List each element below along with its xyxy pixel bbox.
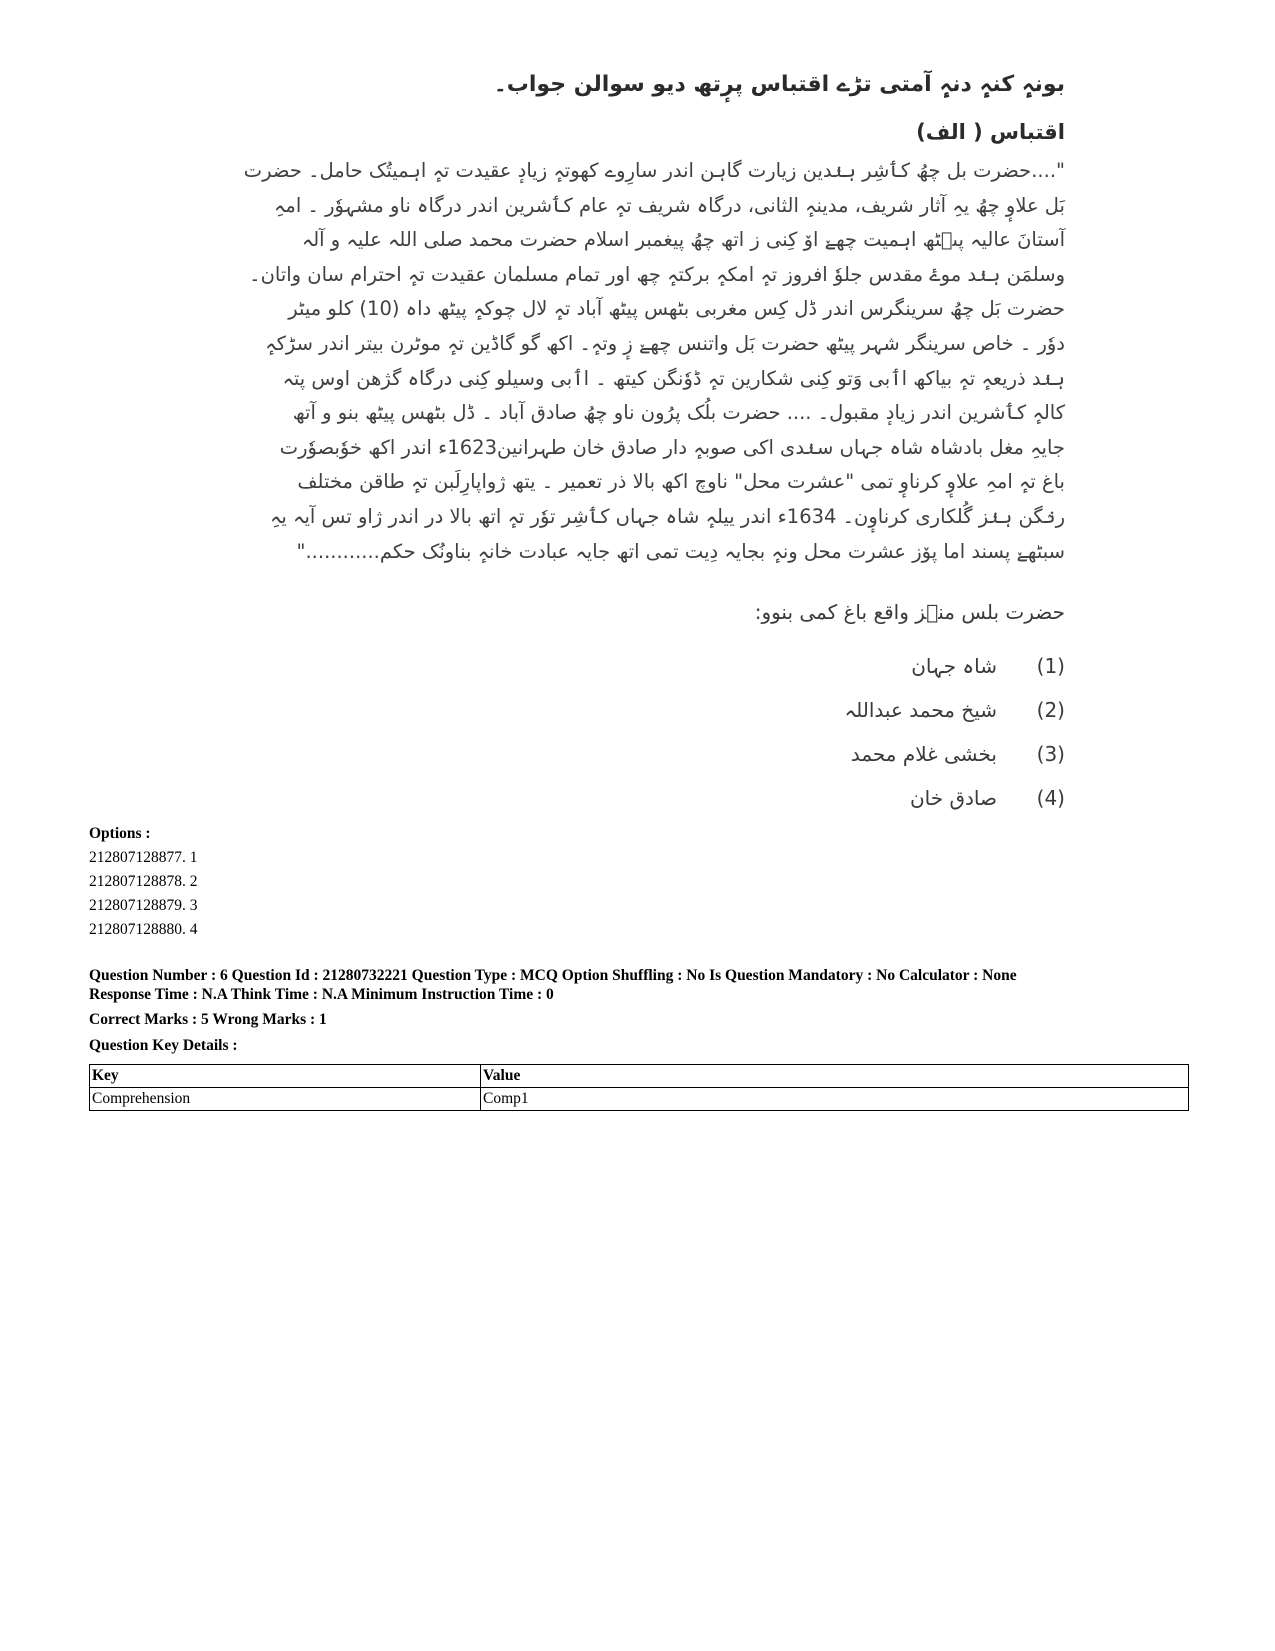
- key-details-title: Question Key Details :: [89, 1037, 238, 1054]
- passage-line: "....حضرت بل چھُ کٲشِر ہنٛدین زیارت گاہن اندر سارِوے کھوتہٕ زیادٕ عقیدت تہٕ اہمیتُک حامل۔ حضرت: [243, 159, 1065, 182]
- key-details-table: [89, 1064, 1189, 1111]
- passage-line: آستانَ عالیہ پٮ۪ٹھ اہمیت چھےٚ اوٚ کِنی ز اتھ چھُ پیغمبر اسلام حضرت محمد صلی اللہ علیہ و آلہ: [301, 228, 1065, 252]
- table-header-key: Key: [90, 1065, 481, 1088]
- question-image: [95, 62, 1080, 817]
- passage-line: رنٛگن ہنٛز گُلکاری کرناوٕن۔ 1634ء اندر ییلہٕ شاہ جہاں کٲشِر توٗر تہٕ اتھ بالا در اندر ژاو تس آیہ یہِ: [270, 504, 1065, 528]
- choice-number: (2): [1036, 698, 1065, 722]
- passage-line: وسلمَن ہنٛد موۓ مقدس جلوٗ افروز تہٕ امکہٕ برکتہٕ چھ اور تمام مسلمان عقیدت تہٕ احترام سان واتان۔: [249, 262, 1065, 286]
- passage-line: جایہِ مغل بادشاہ شاہ جہاں سنٛدی اکی صوبہٕ دار صادق خان طہرانین1623ء اندر اکھ خوٗبصوٗرت: [279, 435, 1065, 459]
- choice-number: (4): [1036, 786, 1065, 810]
- passage-line: دوٗر ۔ خاص سرینگر شہر پیٹھ حضرت بَل واتنس چھےٚ زٕ وتہٕ۔ اکھ گو گاڈین تہٕ موٹرن بیتر اندر سڑکہٕ: [265, 331, 1065, 355]
- choice-text: صادق خان: [909, 786, 997, 810]
- table-row: [90, 1088, 1189, 1111]
- table-header-value: Value: [481, 1065, 1189, 1088]
- option-item: 212807128879. 3: [89, 897, 198, 914]
- option-item: 212807128880. 4: [89, 921, 198, 938]
- choice-text: شیخ محمد عبداللہ: [844, 698, 997, 722]
- option-item: 212807128877. 1: [89, 849, 198, 866]
- passage-line: بَل علاوٕ چھُ یہِ آثار شریف، مدینہٕ الثانی، درگاہ شریف تہٕ عام کٲشرین اندر درگاہ ناو مشہوٗر ۔ امہِ: [273, 193, 1065, 217]
- choice-item: [844, 688, 1065, 732]
- question-meta-line: Question Number : 6 Question Id : 21280732221 Question Type : MCQ Option Shuffling : No Is Question Mandatory : No Calculator : None: [89, 967, 1017, 984]
- choice-number: (3): [1036, 742, 1065, 766]
- question-instruction: بونہٕ کنہٕ دنہٕ آمتی تڑے اقتباس پرٕتھ دیو سوالن جواب۔: [493, 72, 1065, 97]
- options-title: Options :: [89, 825, 151, 842]
- option-item: 212807128878. 2: [89, 873, 198, 890]
- passage-text: [95, 154, 1065, 569]
- passage-line: سبٹھےٚ پسند اما پوٚز عشرت محل ونہٕ بجایہ دِیت تمی اتھ جایہ عبادت خانہٕ بناونُک حکم............": [296, 539, 1065, 563]
- options-block: [89, 822, 198, 942]
- question-stem: حضرت بلس منٛز واقع باغ کمی بنوو:: [754, 600, 1065, 624]
- choice-item: [844, 776, 1065, 820]
- table-header-row: [90, 1065, 1189, 1088]
- choice-list: [844, 644, 1065, 820]
- choice-text: شاہ جہان: [911, 654, 997, 678]
- passage-line: کالہٕ کٲشرین اندر زیادٕ مقبول۔ .... حضرت بلُک پرُون ناو چھُ صادق آباد ۔ ڈل بٹھس پیٹھ بنو و آتھ: [292, 401, 1065, 425]
- table-cell-value: Comp1: [481, 1088, 1189, 1111]
- choice-item: [844, 732, 1065, 776]
- marks-line: Correct Marks : 5 Wrong Marks : 1: [89, 1011, 327, 1028]
- passage-line: ہنٛد ذریعہٕ تہٕ بیاکھ اٲبی وَتو کِنی شکارین تہٕ ڈوٗنگن کیتھ ۔ اٲبی وسیلو کِنی درگاہ گژھن اوس پتہ: [282, 366, 1065, 390]
- table-cell-key: Comprehension: [90, 1088, 481, 1111]
- passage-line: باغ تہٕ امہِ علاوٕ کرناوٕ تمی "عشرت محل" ناوچ اکھ بالا ذر تعمیر ۔ یتھ ژواپارِلَبن تہٕ طاقن مختلف: [297, 470, 1065, 494]
- question-meta: [89, 966, 1189, 1055]
- choice-item: [844, 644, 1065, 688]
- question-meta-line: Response Time : N.A Think Time : N.A Minimum Instruction Time : 0: [89, 986, 554, 1003]
- passage-line: حضرت بَل چھُ سرینگرس اندر ڈل کِس مغربی بٹھس پیٹھ آباد تہٕ لال چوکہٕ پیٹھ داہ (10) کلو میٹر: [288, 297, 1065, 321]
- choice-number: (1): [1036, 654, 1065, 678]
- choice-text: بخشی غلام محمد: [850, 742, 997, 766]
- passage-heading: اقتباس ( الف): [916, 120, 1065, 144]
